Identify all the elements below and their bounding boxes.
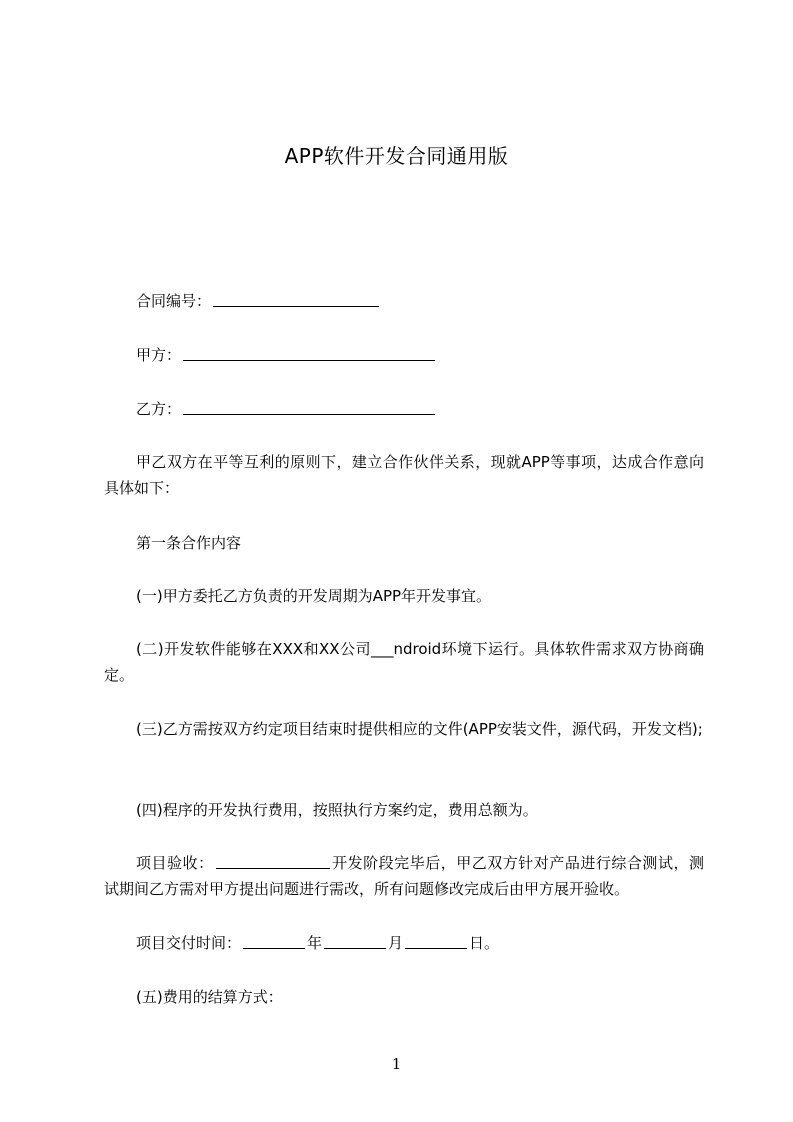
party-a-blank[interactable] xyxy=(183,344,435,361)
party-b-blank[interactable] xyxy=(183,398,435,415)
month-label: 月 xyxy=(388,934,404,952)
acceptance-text: 开发阶段完毕后，甲乙双方针对产品进行综合测试，测试期间乙方需对甲方提出问题进行需改，所有问题修改完成后由甲方展开验收。 xyxy=(104,854,704,898)
acceptance-label: 项目验收： xyxy=(136,854,214,872)
acceptance-paragraph xyxy=(104,850,704,902)
article1-heading: 第一条合作内容 xyxy=(136,534,242,552)
contract-number-blank[interactable] xyxy=(213,290,379,307)
item-2: (二)开发软件能够在XXX和XX公司___ndroid环境下运行。具体软件需求双方协商确定。 xyxy=(104,640,704,684)
day-label: 日。 xyxy=(469,934,500,952)
contract-number-label: 合同编号： xyxy=(136,292,212,310)
delivery-label: 项目交付时间： xyxy=(136,934,242,952)
party-b-label: 乙方： xyxy=(136,400,182,418)
item-1: (一)甲方委托乙方负责的开发周期为APP年开发事宜。 xyxy=(136,587,492,605)
acceptance-blank[interactable] xyxy=(216,852,330,869)
party-a-line xyxy=(104,342,704,368)
item-4: (四)程序的开发执行费用，按照执行方案约定，费用总额为。 xyxy=(136,801,538,819)
item-3: (三)乙方需按双方约定项目结束时提供相应的文件(APP安装文件，源代码，开发文档); xyxy=(136,720,703,738)
item-5: (五)费用的结算方式： xyxy=(136,988,283,1006)
month-blank[interactable] xyxy=(324,932,386,949)
contract-number-line xyxy=(104,288,704,314)
page-number: 1 xyxy=(391,1055,402,1073)
year-label: 年 xyxy=(307,934,323,952)
document-title: APP软件开发合同通用版 xyxy=(284,144,509,168)
delivery-time-line xyxy=(104,930,704,956)
intro-paragraph: 甲乙双方在平等互利的原则下，建立合作伙伴关系，现就APP等事项，达成合作意向具体如下： xyxy=(104,453,704,497)
year-blank[interactable] xyxy=(243,932,305,949)
party-b-line xyxy=(104,396,704,422)
party-a-label: 甲方： xyxy=(136,346,182,364)
day-blank[interactable] xyxy=(405,932,467,949)
